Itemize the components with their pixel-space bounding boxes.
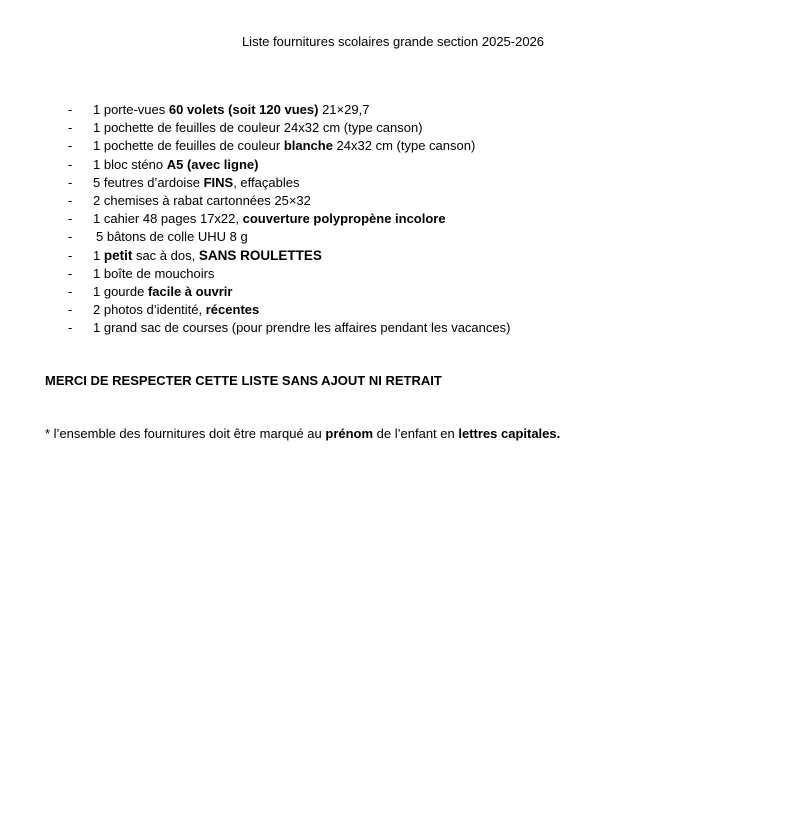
bold-text: SANS ROULETTES [198, 247, 322, 263]
text-run: 1 bloc sténo [93, 156, 167, 172]
list-item-text [93, 265, 214, 283]
text-run: 21×29,7 [318, 102, 370, 117]
list-item-text [93, 283, 232, 301]
list-item-text [93, 247, 322, 265]
text-run: 2 photos d’identité, [93, 302, 206, 318]
text-run: 1 grand sac de courses (pour prendre les affaires pendant les vacances) [93, 320, 511, 336]
text-run: 2 chemises à rabat cartonnées 25×32 [93, 192, 311, 208]
bullet-dash: - [68, 120, 73, 136]
list-item-text [93, 156, 258, 174]
text-run: 1 gourde [93, 283, 148, 299]
text-run: * l’ensemble des fournitures doit être marqué au [45, 426, 326, 441]
bold-text: couverture polypropène incolore [242, 211, 446, 227]
list-item-text [93, 119, 423, 137]
text-run: 5 feutres d’ardoise [93, 174, 204, 190]
list-item-text [93, 319, 510, 337]
bullet-dash: - [68, 102, 73, 117]
bold-text: facile à ouvrir [147, 283, 233, 299]
notice-text: MERCI DE RESPECTER CETTE LISTE SANS AJOUT NI RETRAIT [45, 373, 442, 388]
text-run: de l’enfant en [373, 426, 459, 441]
bold-text: lettres capitales. [458, 426, 561, 441]
document-title: Liste fournitures scolaires grande section 2025-2026 [241, 34, 545, 49]
text-run: 1 pochette de feuilles de couleur [93, 138, 284, 154]
bullet-dash: - [68, 302, 73, 318]
text-run: 5 bâtons de colle UHU 8 g [96, 229, 248, 245]
bullet-dash: - [68, 283, 73, 299]
text-run: 1 pochette de feuilles de couleur 24x32 cm (type canson) [93, 120, 423, 136]
bullet-dash: - [68, 265, 73, 281]
text-run: 1 [93, 247, 104, 263]
bold-text: prénom [325, 426, 374, 441]
text-run: sac à dos, [132, 247, 199, 263]
text-run: 1 cahier 48 pages 17x22, [93, 211, 243, 227]
bullet-dash: - [68, 247, 73, 263]
list-item-text [96, 228, 248, 246]
list-item-text [93, 137, 475, 155]
text-run: , effaçables [233, 174, 300, 190]
bold-text: blanche [283, 138, 333, 154]
list-item-text [93, 174, 299, 192]
bullet-dash: - [68, 229, 73, 245]
bold-text: 60 volets (soit 120 vues) [168, 102, 319, 117]
footnote-text [45, 426, 560, 442]
bullet-dash: - [68, 156, 73, 172]
bullet-dash: - [68, 192, 73, 208]
list-item-text [93, 301, 259, 319]
list-item-text [93, 101, 369, 119]
bold-text: A5 (avec ligne) [166, 156, 259, 172]
text-run: 1 boîte de mouchoirs [93, 265, 215, 281]
bullet-dash: - [68, 174, 73, 190]
bold-text: récentes [205, 302, 260, 318]
bullet-dash: - [68, 138, 73, 154]
bold-text: FINS [203, 174, 234, 190]
list-item-text [93, 210, 446, 228]
text-run: 24x32 cm (type canson) [332, 138, 476, 154]
text-run: 1 porte-vues [93, 102, 169, 117]
bullet-dash: - [68, 211, 73, 227]
bullet-dash: - [68, 320, 73, 336]
bold-text: petit [103, 247, 133, 263]
list-item-text [93, 192, 311, 210]
